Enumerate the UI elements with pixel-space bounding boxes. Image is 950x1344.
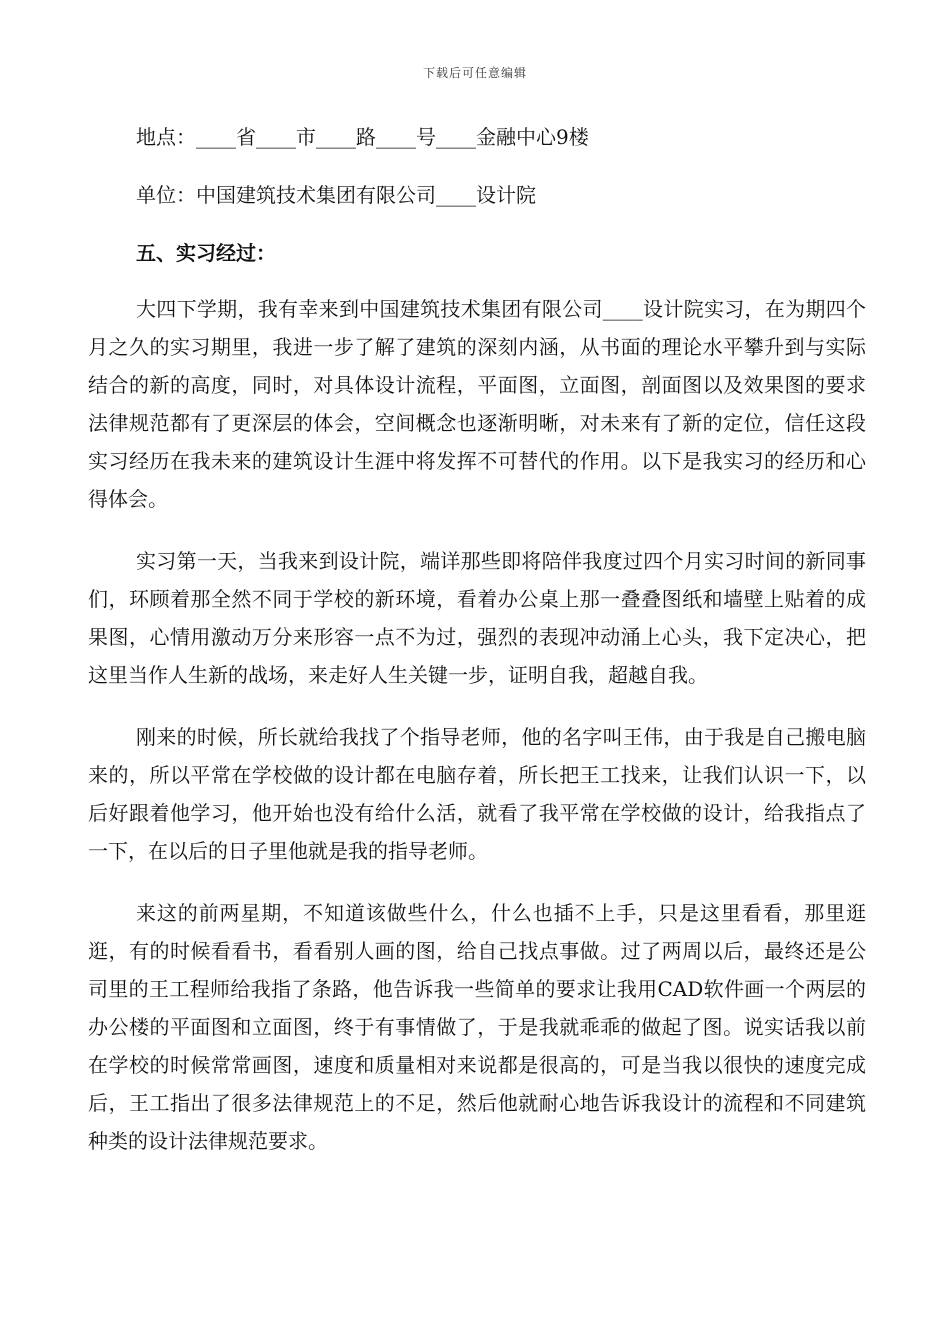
- document-body: [88, 116, 866, 1184]
- section-heading: 五、实习经过：: [136, 241, 276, 265]
- header-note: 下载后可任意编辑: [422, 66, 527, 80]
- paragraph-4: 来这的前两星期，不知道该做些什么，什么也插不上手，只是这里看看，那里逛逛，有的时候看看书，看看别人画的图，给自己找点事做。过了两周以后，最终还是公司里的王工程师给我指了条路，他告诉我一些简单的要求让我用CAD软件画一个两层的办公楼的平面图和立面图，终于有事情做了，于是我就乖乖的做起了图。说实话我以前在学校的时候常常画图，速度和质量相对来说都是很高的，可是当我以很快的速度完成后，王工指出了很多法律规范上的不足，然后他就耐心地告诉我设计的流程和不同建筑种类的设计法律规范要求。: [88, 901, 866, 1153]
- paragraph-3: 刚来的时候，所长就给我找了个指导老师，他的名字叫王伟，由于我是自己搬电脑来的，所以平常在学校做的设计都在电脑存着，所长把王工找来，让我们认识一下，以后好跟着他学习，他开始也没有给什么活，就看了我平常在学校做的设计，给我指点了一下，在以后的日子里他就是我的指导老师。: [88, 725, 866, 863]
- location-line: 地点：____省____市____路____号____金融中心9楼: [136, 125, 589, 149]
- paragraph-1: 大四下学期，我有幸来到中国建筑技术集团有限公司____设计院实习，在为期四个月之久的实习期里，我进一步了解了建筑的深刻内涵，从书面的理论水平攀升到与实际结合的新的高度，同时，对具体设计流程，平面图，立面图，剖面图以及效果图的要求法律规范都有了更深层的体会，空间概念也逐渐明晰，对未来有了新的定位，信任这段实习经历在我未来的建筑设计生涯中将发挥不可替代的作用。以下是我实习的经历和心得体会。: [88, 297, 866, 511]
- paragraph-2: 实习第一天，当我来到设计院，端详那些即将陪伴我度过四个月实习时间的新同事们，环顾着那全然不同于学校的新环境，看着办公桌上那一叠叠图纸和墙壁上贴着的成果图，心情用激动万分来形容一点不为过，强烈的表现冲动涌上心头，我下定决心，把这里当作人生新的战场，来走好人生关键一步，证明自我，超越自我。: [88, 549, 866, 687]
- unit-line: 单位：中国建筑技术集团有限公司____设计院: [136, 183, 536, 207]
